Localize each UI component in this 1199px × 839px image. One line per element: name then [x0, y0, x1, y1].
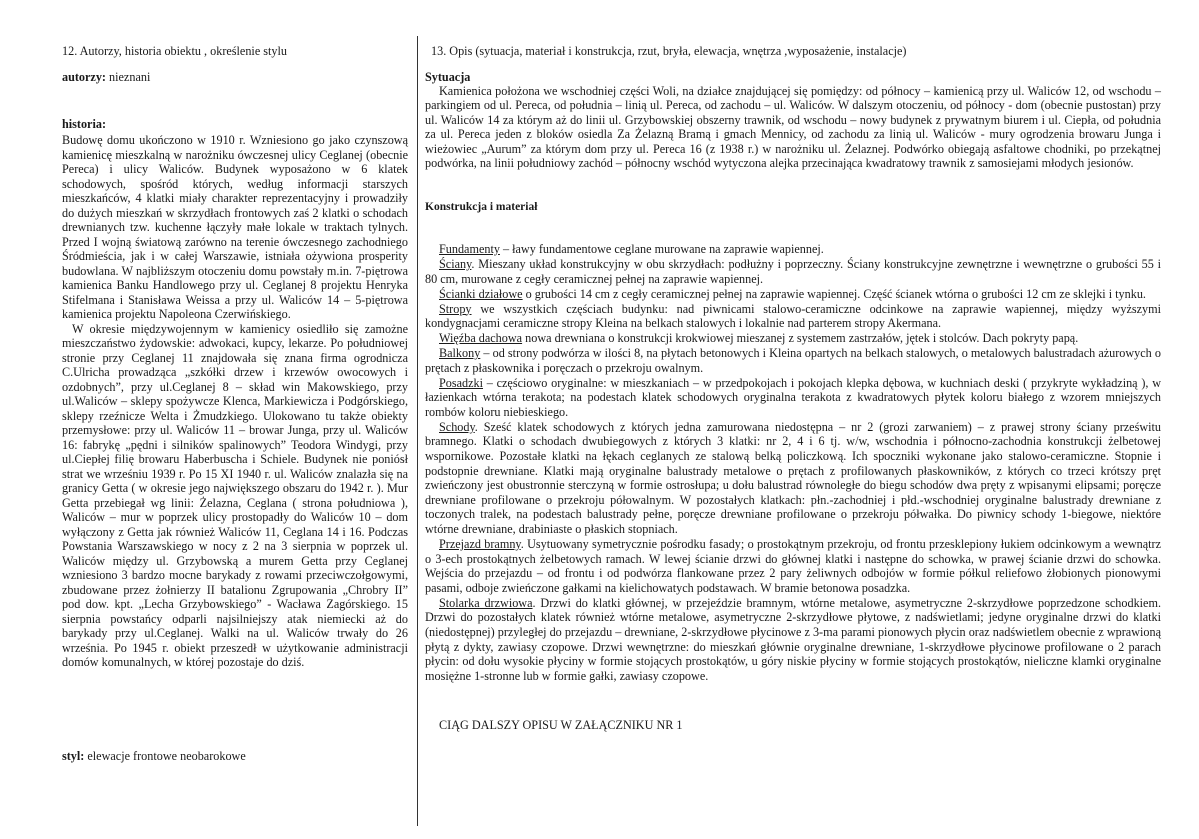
history-paragraph: Budowę domu ukończono w 1910 r. Wzniesiono go jako czynszową kamienicę mieszkalną w narożniku ówczesnej ulicy Ceglanej (obecnie Pereca) i ulicy Waliców. Budynek wyposażono w 6 klatek schodowych, spośród których, według informacji starszych mieszkańców, 4 klatki miały charakter reprezentacyjny i prowadziły do dużych mieszkań w skrzydłach frontowych zaś 2 klatki o schodach drewnianych tzw. kuchenne łączyły małe lokale w traktach tylnych. Przed I wojną światową zarówno na terenie ówczesnego zachodniego Śródmieścia, jak i w całej Warszawie, istniała ożywiona prosperity budowlana. W najbliższym otoczeniu domu powstały m.in. 7-piętrowa kamienica Banku Handlowego przy ul. Ceglanej 8 projektu Henryka Stifelmana i Stanisława Weissa a przy ul. Waliców 14 – 5-piętrowa kamienica projektu Napoleona Czerwińskiego.	[62, 133, 408, 321]
item-sciany	[425, 257, 1161, 286]
style-value: elewacje frontowe neobarokowe	[84, 749, 246, 763]
construction-items	[425, 242, 1161, 684]
history-text	[62, 133, 408, 670]
continued-note: CIĄG DALSZY OPISU W ZAŁĄCZNIKU NR 1	[439, 718, 683, 732]
item-label: Posadzki	[439, 375, 484, 390]
style-line	[62, 749, 246, 764]
item-label: Stropy	[439, 301, 472, 316]
item-schody	[425, 420, 1161, 537]
item-label: Schody	[439, 419, 475, 434]
authors-line	[62, 70, 150, 85]
style-label: styl:	[62, 749, 85, 763]
item-text: o grubości 14 cm z cegły ceramicznej pełnej na zaprawie wapiennej. Część ścianek wtórna o grubości 12 cm ze sklejki i tynku.	[522, 286, 1146, 301]
section-12-heading: 12. Autorzy, historia obiektu , określenie stylu	[62, 44, 287, 58]
sytuacja-text: Kamienica położona we wschodniej części Woli, na działce znajdującej się pomiędzy: od północy – kamienicą przy ul. Waliców 12, od wschodu – parkingiem od ul. Pereca, od południa – linią ul. Pereca, od zachodu – ul. Waliców. W dalszym otoczeniu, od północy - dom (obecnie pustostan) przy ul. Waliców 14 za którym aż do linii ul. Grzybowskiej obszerny trawnik, od wschodu – nowy budynek z prywatnym biurem i ul. Ciepła, od południa za ul. Pereca jeden z bloków osiedla Za Żelazną Bramą i gmach Mennicy, od zachodu za linią ul. Waliców - mury ogrodzenia browaru Junga i wieżowiec „Aurum” za którym dom przy ul. Pereca 16 (z 1938 r.) w narożniku ul. Żelaznej. Podwórko obiegają asfaltowe chodniki, po przekątnej podwórka, na linii południowy zachód – północny wschód wytyczona alejka przecinająca kwadratowy trawnik z samosiejami młodych jesionów.	[425, 84, 1161, 171]
authors-label: autorzy:	[62, 70, 106, 84]
item-text: – częściowo oryginalne: w mieszkaniach – w przedpokojach i pokojach klepka dębowa, w kuchniach deski ( przykryte wykładziną ), w łazienkach wtórna terakota; na podestach klatek schodowych oryginalna terakota z kwadratowych płytek koloru białego z wzorem mniejszych rombów koloru niebieskiego.	[425, 375, 1161, 419]
item-label: Więźba dachowa	[439, 331, 523, 346]
item-przejazd-bramny	[425, 537, 1161, 595]
item-fundamenty	[425, 242, 1161, 257]
section-13-heading: 13. Opis (sytuacja, materiał i konstrukcja, rzut, bryła, elewacja, wnętrza ,wyposażenie, instalacje)	[431, 44, 907, 58]
sytuacja-title: Sytuacja	[425, 70, 471, 84]
item-text: . Mieszany układ konstrukcyjny w obu skrzydłach: podłużny i poprzeczny. Ściany konstrukcyjne zewnętrzne i wewnętrzne o grubości 55 i 80 cm, murowane z cegły ceramicznej pełnej na zaprawie wapiennej.	[425, 256, 1161, 286]
item-wiezba-dachowa	[425, 331, 1161, 346]
item-scianki-dzialowe	[425, 287, 1161, 302]
item-balkony	[425, 346, 1161, 375]
item-text: we wszystkich częściach budynku: nad piwnicami stalowo-ceramiczne odcinkowe na zaprawie wapiennej, między wyższymi kondygnacjami ceramiczne stropy Kleina na belkach stalowych i lokalnie nad parterem stropy Akermana.	[425, 301, 1161, 331]
item-text: nowa drewniana o konstrukcji krokwiowej mieszanej z systemem zastrzałów, jętek i stolców. Dach pokryty papą.	[522, 331, 1079, 346]
item-label: Ścianki działowe	[439, 286, 523, 301]
authors-value: nieznani	[106, 70, 151, 84]
item-text: . Usytuowany symetrycznie pośrodku fasady; o prostokątnym przekroju, od frontu przesklepiony łukiem odcinkowym a wewnątrz o 3-ech prostokątnych żelbetowych ramach. W lewej ścianie drzwi do głównej klatki i następne do schowka, w prawej ścianie drzwi do schowka. Wejścia do przejazdu – od frontu i od podwórza flankowane przez 2 pary żeliwnych odbojów w formie półkul reliefowo żłobionych pionowymi pasami, odboje zwieńczone gałkami na kielichowatych podstawach. W bramie betonowa posadzka.	[425, 537, 1161, 595]
item-stolarka-drzwiowa	[425, 596, 1161, 684]
item-label: Ściany	[439, 256, 472, 271]
history-paragraph: W okresie międzywojennym w kamienicy osiedliło się zamożne mieszczaństwo żydowskie: adwokaci, kupcy, lekarze. Po południowej stronie przy Ceglanej 11 znajdowała się znana firma ogrodnicza C.Ulricha prowadząca „szkółki drzew i krzewów owocowych i ozdobnych”, przy ul.Ceglanej 8 – skład win Makowskiego, przy ul.Waliców – sklepy spożywcze Klenca, Markiewicza i Podgórskiego, sklepy rzeźnicze Welta i Żmudzkiego. Ulokowano tu także obiekty przemysłowe: przy ul. Waliców 11 – browar Junga, przy ul. Waliców 16: fabrykę „pędni i silników spalinowych” Teodora Windygi, przy ul.Ciepłej filię browaru Haberbuscha i Schiele. Budynek nie poniósł strat we wrześniu 1939 r. Po 15 XI 1940 r. ul. Waliców znalazła się na granicy Getta ( w okresie jego największego obszaru do 1942 r. ). Mur Getta przebiegał wg linii: Żelazna, Ceglana ( strona południowa ), Waliców – mur w poprzek ulicy prostopadły do Waliców 10 – dom wyłączony z Getta jak również Waliców 11, Ceglana 14 i 16. Podczas Powstania Warszawskiego w nocy z 2 na 3 sierpnia w poprzek ul. Waliców między ul. Grzybowską a murem Getta przy Ceglanej wzniesiono 3 bardzo mocne barykady z rowami przeciwczołgowymi, zbudowane przez żołnierzy II batalionu Zgrupowania „Chrobry II” pod dow. kpt. „Lecha Grzybowskiego” - Wacława Zagórskiego. 15 sierpnia powstańcy odparli najsilniejszy atak niemiecki aż do barykady przy ul.Ceglanej. Walki na ul. Waliców trwały do 26 września. Po 1945 r. obiekt przeszedł w użytkowanie administracji domów komunalnych, w której pozostaje do dziś.	[62, 321, 408, 669]
history-title: historia:	[62, 117, 107, 131]
item-text: . Sześć klatek schodowych z których jedna zamurowana niedostępna – nr 2 (grozi zarwaniem) – z prawej strony ściany prześwitu bramnego. Klatki o schodach dwubiegowych z których 3 klatki: nr 2, 4 i 6 tj. w/w, wschodnia i północno-zachodnia konstrukcji żelbetowej wspornikowe. Pozostałe klatki na łękach ceglanych ze stalową belką policzkową. Ich spoczniki wykonane jako stalowo-ceramiczne. Stopnie i podstopnie drewniane. Klatki mają oryginalne balustrady metalowe o prętach z profilowanych płaskowników, z których co trzeci krótszy pręt zwieńczony jest obustronnie sterczyną w formie ostrosłupa; u dołu balustrad równoległe do biegu schodów dwa pręty z wpisanymi elipsami; poręcze drewniane profilowane o przekroju półowalnym. W pozostałych klatkach: płn.-zachodniej i płd.-wschodniej oryginalne balustrady drewniane z toczonych tralek, na podestach balustrady pełne, poręcze drewniane profilowane o przekroju półwałka. Do piwnicy schody 1-biegowe, niektóre wtórne drewniane, drabiniaste o płaskich stopniach.	[425, 419, 1161, 537]
item-label: Stolarka drzwiowa	[439, 595, 533, 610]
item-posadzki	[425, 376, 1161, 420]
item-text: – od strony podwórza w ilości 8, na płytach betonowych i Kleina opartych na belkach stalowych, o metalowych balustradach ażurowych o prętach z płaskownika i poręczach o przekroju owalnym.	[425, 346, 1161, 375]
item-stropy	[425, 302, 1161, 331]
item-text: . Drzwi do klatki głównej, w przejeździe bramnym, wtórne metalowe, asymetryczne 2-skrzydłowe poprzedzone schodkiem. Drzwi do pozostałych klatek również wtórne metalowe, asymetryczne 2-skrzydłowe płytowe, z nadświetlami; jedyne oryginalne drzwi do klatki (niedostępnej) przyległej do przejazdu – drewniane, 2-skrzydłowe płycinowe z 3-ma parami pionowych płycin oraz nadświetlem obecnie z wprawioną płytą z dykty, zawiasy czopowe. Drzwi wewnętrzne: do mieszkań głównie oryginalne drewniane, 1-skrzydłowe płycinowe profilowane o 2 parach płycin: od dołu wysokie płyciny w formie stojących prostokątów, u góry niskie płyciny w formie stojących prostokątów, nieliczne klamki oryginalne mosiężne 1-stronne lub w formie gałki, zawiasy czopowe.	[425, 595, 1161, 683]
konstrukcja-title: Konstrukcja i materiał	[425, 201, 538, 213]
column-divider	[417, 36, 418, 826]
item-label: Fundamenty	[439, 242, 500, 256]
item-label: Balkony	[439, 346, 481, 361]
item-text: – ławy fundamentowe ceglane murowane na zaprawie wapiennej.	[499, 242, 824, 256]
item-label: Przejazd bramny	[439, 537, 521, 551]
